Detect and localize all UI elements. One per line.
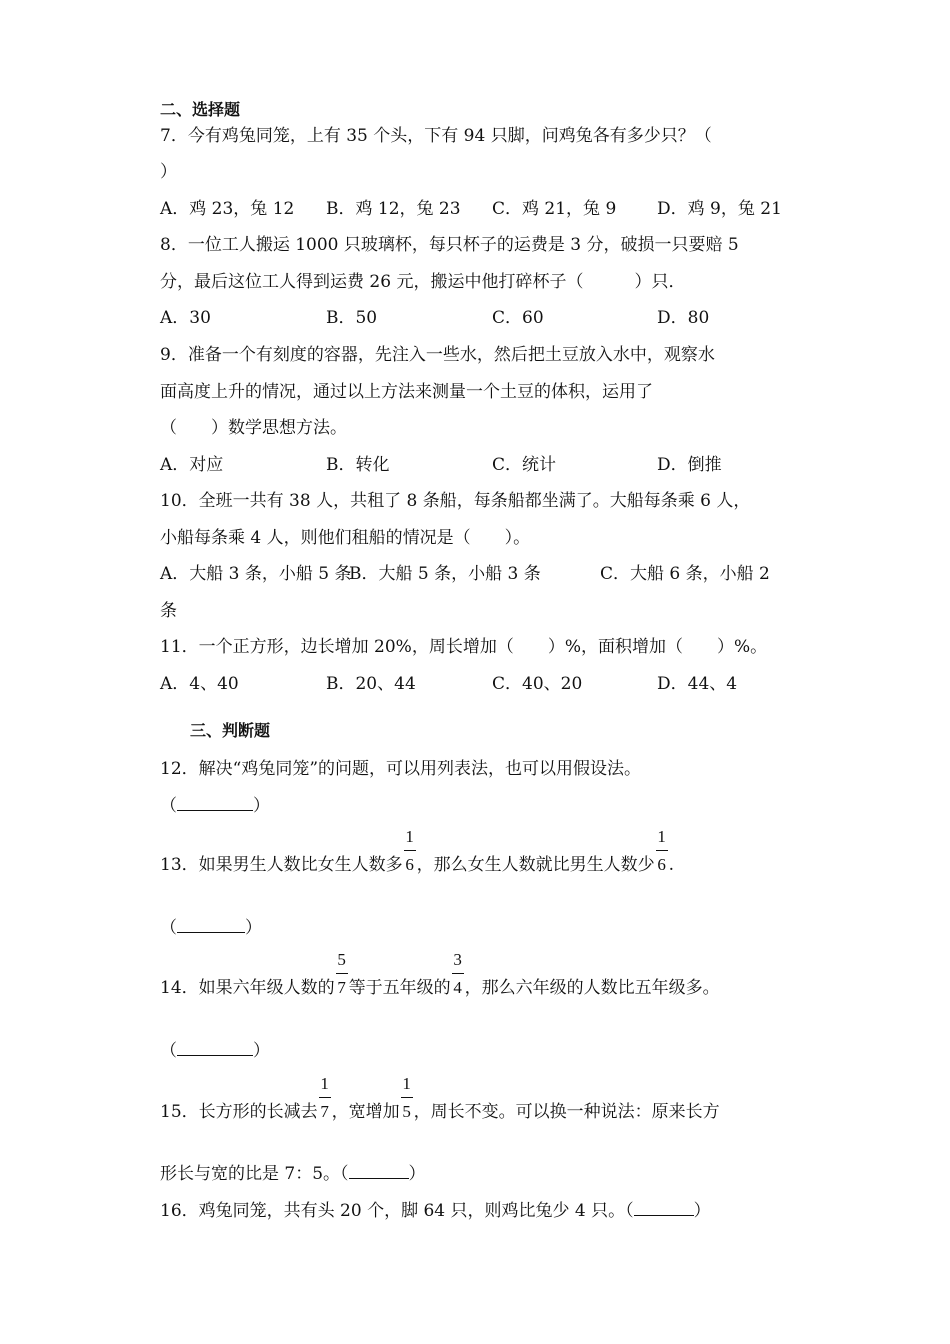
question-9-option-c[interactable]: C．统计: [492, 455, 557, 475]
question-15-text-post: ，周长不变。可以换一种说法：原来长方: [413, 1102, 720, 1122]
fraction-numerator: 5: [337, 950, 346, 969]
answer-blank[interactable]: [177, 794, 253, 811]
paren-close: ）: [693, 1201, 711, 1221]
fraction-numerator: 1: [657, 827, 666, 846]
paren-close: ）: [408, 1164, 426, 1184]
question-9-line-1: 9．准备一个有刻度的容器，先注入一些水，然后把土豆放入水中，观察水: [160, 345, 715, 365]
question-9-option-b[interactable]: B．转化: [326, 455, 390, 475]
question-7-option-d[interactable]: D．鸡 9，兔 21: [657, 199, 782, 219]
answer-blank[interactable]: [177, 916, 245, 933]
question-14-text-post: ，那么六年级的人数比五年级多。: [464, 978, 720, 998]
answer-blank[interactable]: [177, 1039, 253, 1056]
question-11-line-1: 11．一个正方形，边长增加 20%，周长增加（ ）%，面积增加（ ）%。: [160, 637, 768, 657]
paren-close: ）: [245, 918, 262, 938]
fraction-1-6-second: [655, 827, 669, 877]
question-8-line-2: 分，最后这位工人得到运费 26 元，搬运中他打碎杯子（ ）只．: [160, 272, 686, 292]
question-13-text-mid: ，那么女生人数就比男生人数少: [416, 855, 655, 875]
question-11-option-a[interactable]: A．4、40: [160, 674, 239, 694]
fraction-numerator: 1: [320, 1074, 329, 1093]
section-heading-choice: 二、选择题: [160, 100, 241, 119]
question-15-line-2: [160, 1162, 426, 1186]
fraction-5-7: [335, 950, 349, 1000]
question-11-option-b[interactable]: B．20、44: [326, 674, 416, 694]
question-10-option-c-continued: 条: [160, 601, 177, 621]
question-15-line-1: [160, 1074, 720, 1124]
section-heading-judge: 三、判断题: [190, 721, 271, 740]
fraction-bar: [401, 1097, 413, 1098]
paren-open: （: [160, 796, 177, 816]
question-14-text-mid: 等于五年级的: [348, 978, 451, 998]
paren-open: （: [160, 1041, 177, 1061]
fraction-denominator: 5: [402, 1102, 411, 1121]
question-13-text-pre: 13．如果男生人数比女生人数多: [160, 855, 403, 875]
question-10-option-b[interactable]: B．大船 5 条，小船 3 条: [349, 564, 541, 584]
fraction-1-5: [400, 1074, 414, 1124]
question-8-option-a[interactable]: A．30: [160, 308, 211, 328]
question-9-line-3: （ ）数学思想方法。: [160, 418, 347, 438]
fraction-numerator: 1: [405, 827, 414, 846]
question-15-text-mid: ，宽增加: [331, 1102, 400, 1122]
fraction-3-4: [451, 950, 465, 1000]
answer-blank[interactable]: [349, 1162, 409, 1179]
fraction-denominator: 4: [453, 978, 462, 997]
question-16-text: 16．鸡兔同笼，共有头 20 个，脚 64 只，则鸡比兔少 4 只。（: [160, 1201, 634, 1221]
fraction-numerator: 1: [402, 1074, 411, 1093]
question-8-option-d[interactable]: D．80: [657, 308, 710, 328]
fraction-bar: [656, 850, 668, 851]
question-13-text-post: .: [668, 855, 675, 875]
answer-blank[interactable]: [634, 1199, 694, 1216]
fraction-1-7: [318, 1074, 332, 1124]
fraction-denominator: 7: [320, 1102, 329, 1121]
fraction-bar: [404, 850, 416, 851]
question-8-line-1: 8．一位工人搬运 1000 只玻璃杯，每只杯子的运费是 3 分，破损一只要赔 5: [160, 235, 739, 255]
fraction-bar: [319, 1097, 331, 1098]
question-13-answer[interactable]: [160, 916, 262, 940]
paren-open: （: [160, 918, 177, 938]
question-15-text-pre: 15．长方形的长减去: [160, 1102, 318, 1122]
question-7-option-c[interactable]: C．鸡 21，兔 9: [492, 199, 617, 219]
question-14-answer[interactable]: [160, 1039, 270, 1063]
question-15-text-line2: 形长与宽的比是 7：5。（: [160, 1164, 349, 1184]
question-12-line-1: 12．解决“鸡兔同笼”的问题，可以用列表法，也可以用假设法。: [160, 759, 642, 779]
question-7-line-2: ）: [160, 162, 177, 182]
question-14-text-pre: 14．如果六年级人数的: [160, 978, 335, 998]
fraction-bar: [336, 973, 348, 974]
question-9-option-d[interactable]: D．倒推: [657, 455, 722, 475]
fraction-denominator: 6: [405, 855, 414, 874]
fraction-denominator: 7: [337, 978, 346, 997]
question-10-line-2: 小船每条乘 4 人，则他们租船的情况是（ ）。: [160, 528, 531, 548]
question-9-option-a[interactable]: A．对应: [160, 455, 224, 475]
question-16-line-1: [160, 1199, 711, 1223]
paren-close: ）: [253, 1041, 270, 1061]
question-7-option-a[interactable]: A．鸡 23，兔 12: [160, 199, 295, 219]
question-10-line-1: 10．全班一共有 38 人，共租了 8 条船，每条船都坐满了。大船每条乘 6 人，: [160, 491, 751, 511]
fraction-numerator: 3: [453, 950, 462, 969]
fraction-bar: [452, 973, 464, 974]
question-11-option-c[interactable]: C．40、20: [492, 674, 583, 694]
question-13-line-1: [160, 827, 675, 877]
paren-close: ）: [253, 796, 270, 816]
question-7-line-1: 7．今有鸡兔同笼，上有 35 个头，下有 94 只脚，问鸡兔各有多少只？（: [160, 126, 712, 146]
question-12-answer[interactable]: [160, 794, 270, 818]
question-8-option-b[interactable]: B．50: [326, 308, 378, 328]
fraction-denominator: 6: [657, 855, 666, 874]
question-10-option-a[interactable]: A．大船 3 条，小船 5 条: [160, 564, 352, 584]
question-8-option-c[interactable]: C．60: [492, 308, 544, 328]
question-14-line-1: [160, 950, 720, 1000]
question-10-option-c[interactable]: C．大船 6 条，小船 2: [600, 564, 770, 584]
question-7-option-b[interactable]: B．鸡 12，兔 23: [326, 199, 461, 219]
question-9-line-2: 面高度上升的情况，通过以上方法来测量一个土豆的体积，运用了: [160, 382, 653, 402]
question-11-option-d[interactable]: D．44、4: [657, 674, 738, 694]
fraction-1-6: [403, 827, 417, 877]
